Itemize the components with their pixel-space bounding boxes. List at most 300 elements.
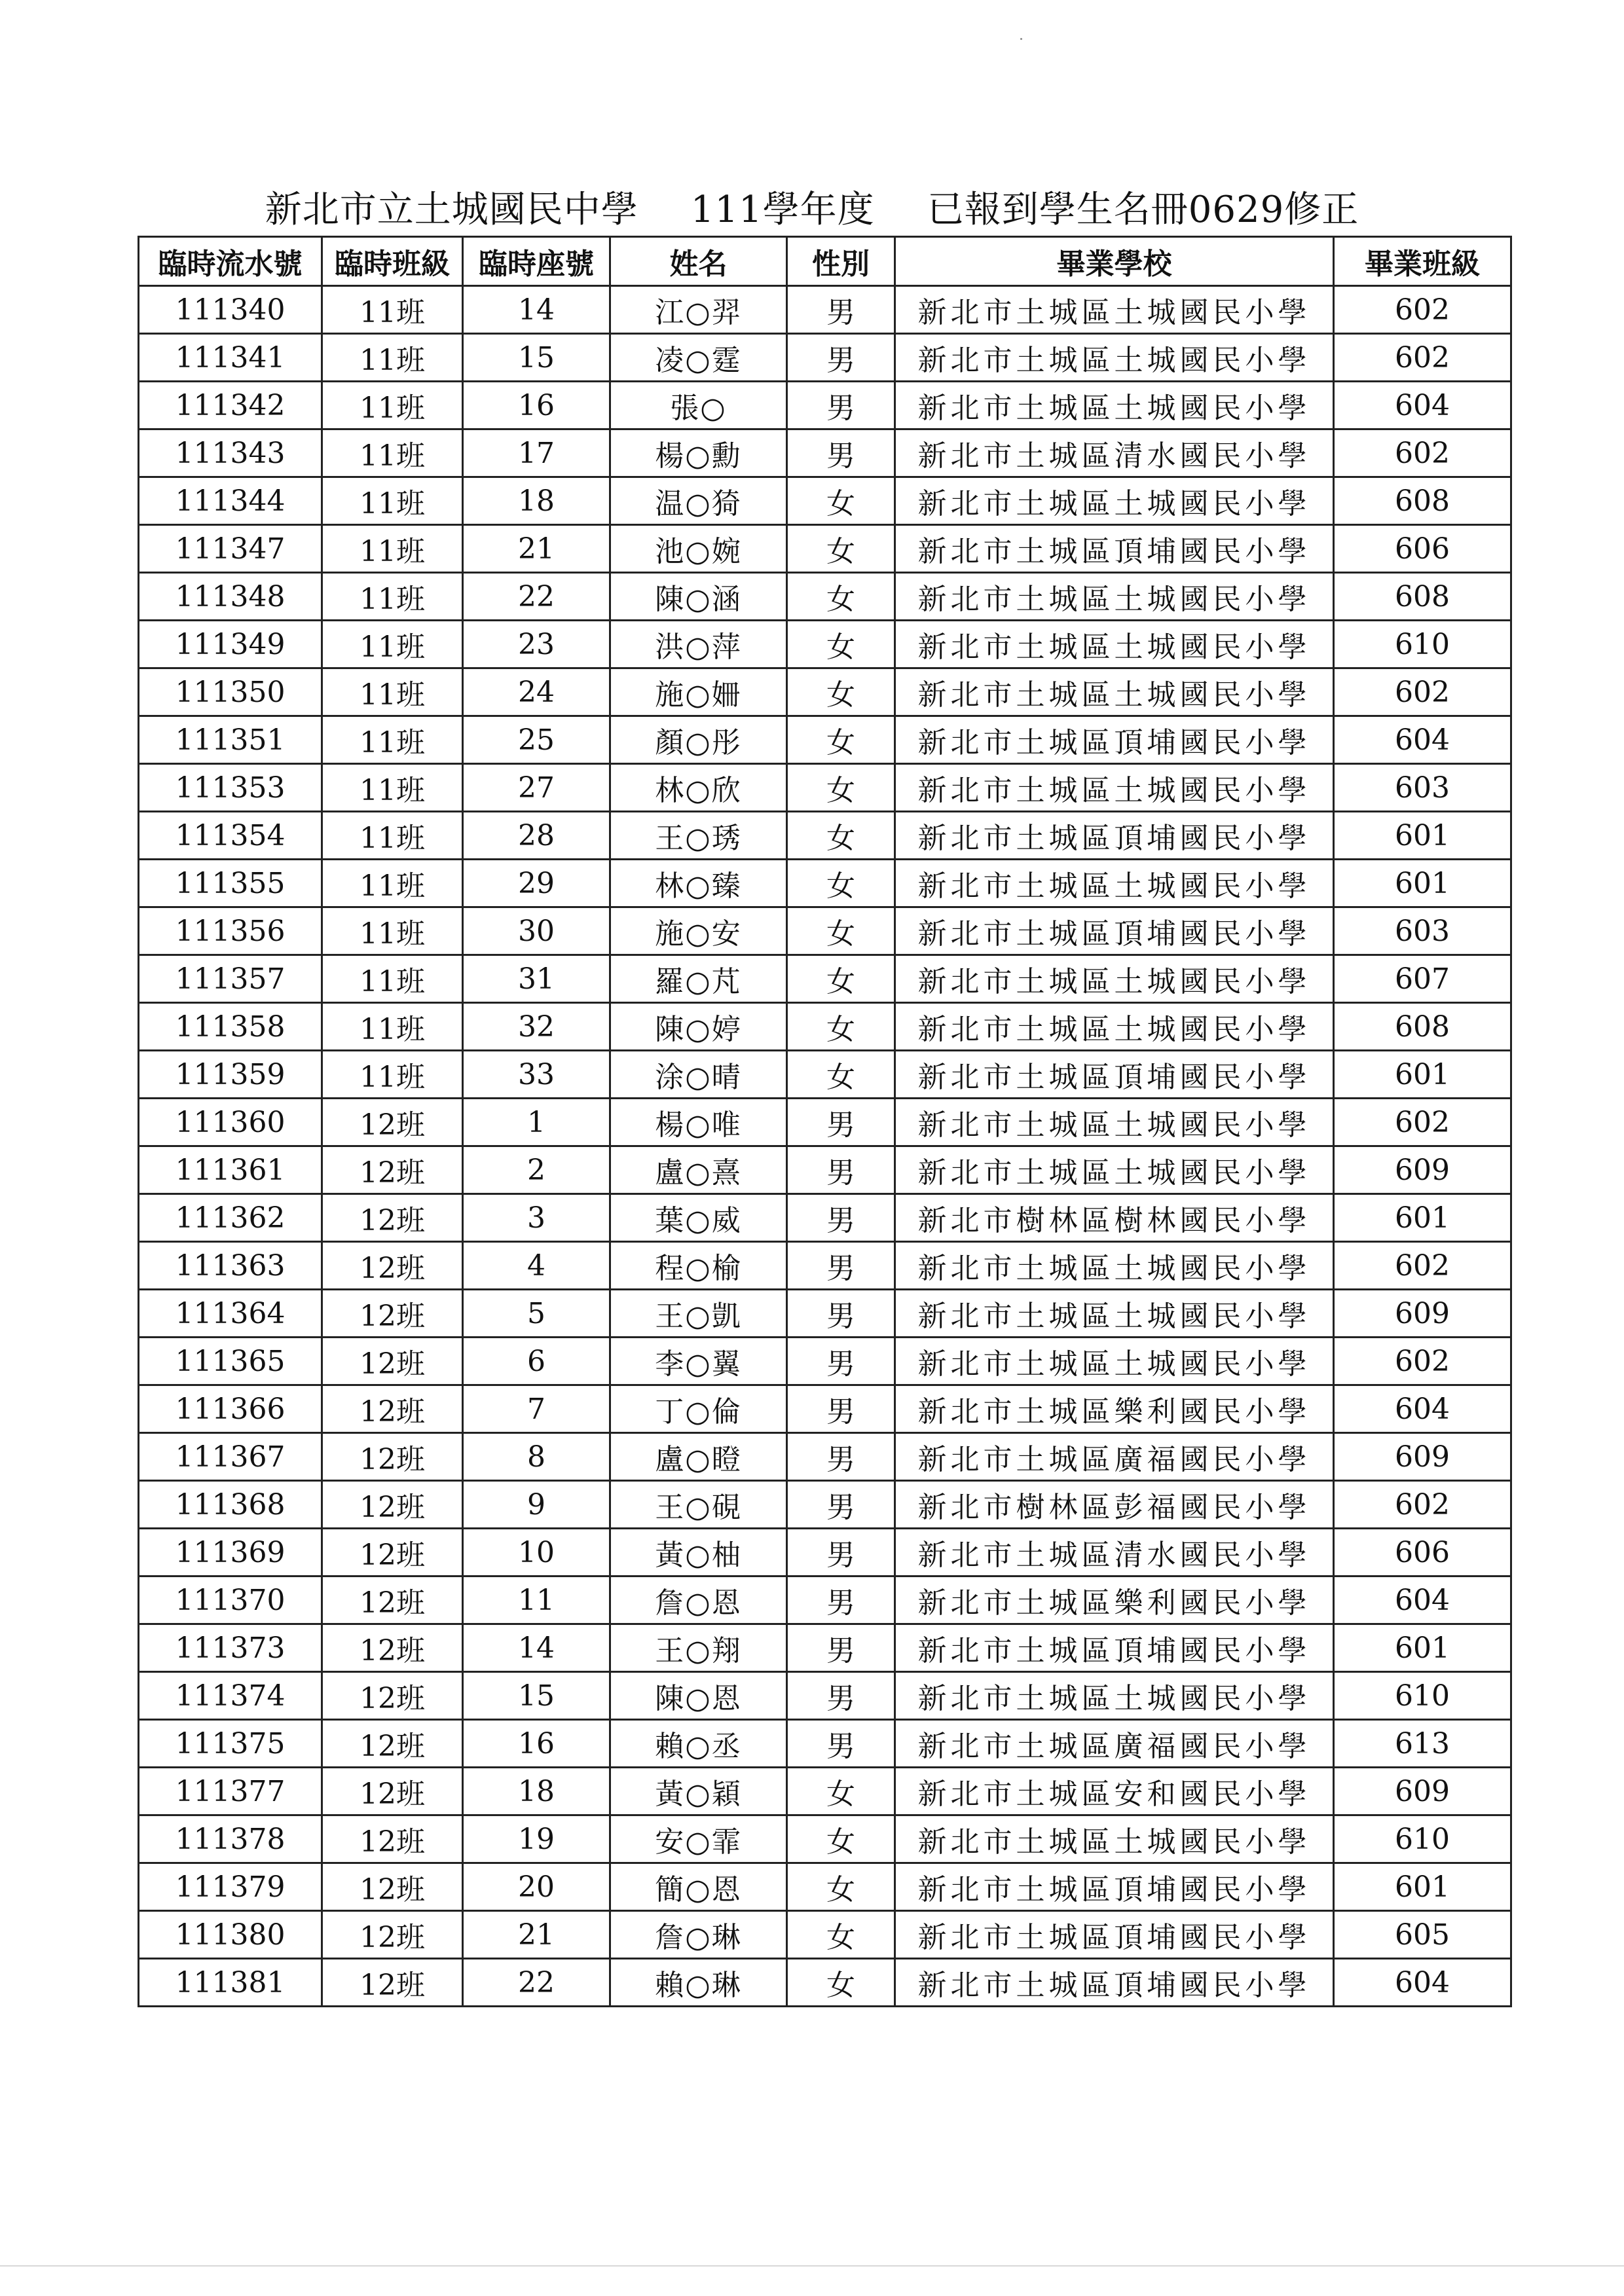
student-name-cell: 王○翔 (610, 1624, 787, 1672)
graduated-class-cell: 610 (1334, 621, 1511, 668)
graduated-class-cell: 602 (1334, 1242, 1511, 1290)
temp-class-cell: 11班 (322, 668, 463, 716)
graduated-school-cell: 新北市土城區頂埔國民小學 (895, 1624, 1334, 1672)
student-name-cell: 林○欣 (610, 764, 787, 812)
student-roster-table (138, 236, 1512, 2007)
graduated-school-cell: 新北市土城區清水國民小學 (895, 1529, 1334, 1576)
temp-class-cell: 11班 (322, 286, 463, 334)
temp-class-cell: 11班 (322, 621, 463, 668)
temp-class-cell: 11班 (322, 429, 463, 477)
table-row (139, 382, 1511, 429)
temp-class-cell: 12班 (322, 1099, 463, 1146)
gender-cell: 男 (787, 1624, 895, 1672)
graduated-class-cell: 601 (1334, 1863, 1511, 1911)
temp-class-cell: 11班 (322, 764, 463, 812)
graduated-class-cell: 609 (1334, 1146, 1511, 1194)
graduated-school-cell: 新北市土城區土城國民小學 (895, 1242, 1334, 1290)
serial-number-cell: 111378 (139, 1815, 322, 1863)
serial-number-cell: 111357 (139, 955, 322, 1003)
graduated-school-cell: 新北市土城區土城國民小學 (895, 1099, 1334, 1146)
graduated-class-cell: 601 (1334, 1194, 1511, 1242)
temp-class-cell: 12班 (322, 1815, 463, 1863)
seat-number-cell: 2 (463, 1146, 610, 1194)
graduated-class-cell: 605 (1334, 1911, 1511, 1959)
header-cell: 姓名 (610, 237, 787, 286)
serial-number-cell: 111353 (139, 764, 322, 812)
seat-number-cell: 33 (463, 1051, 610, 1099)
graduated-school-cell: 新北市土城區樂利國民小學 (895, 1385, 1334, 1433)
gender-cell: 男 (787, 382, 895, 429)
header-cell: 畢業學校 (895, 237, 1334, 286)
student-name-cell: 程○榆 (610, 1242, 787, 1290)
graduated-class-cell: 604 (1334, 1385, 1511, 1433)
table-row (139, 812, 1511, 860)
seat-number-cell: 10 (463, 1529, 610, 1576)
serial-number-cell: 111347 (139, 525, 322, 573)
header-cell: 臨時流水號 (139, 237, 322, 286)
serial-number-cell: 111343 (139, 429, 322, 477)
graduated-school-cell: 新北市土城區土城國民小學 (895, 955, 1334, 1003)
student-name-cell: 洪○萍 (610, 621, 787, 668)
serial-number-cell: 111349 (139, 621, 322, 668)
graduated-school-cell: 新北市土城區頂埔國民小學 (895, 1959, 1334, 2007)
gender-cell: 男 (787, 1290, 895, 1338)
serial-number-cell: 111381 (139, 1959, 322, 2007)
gender-cell: 女 (787, 1003, 895, 1051)
temp-class-cell: 12班 (322, 1768, 463, 1815)
serial-number-cell: 111374 (139, 1672, 322, 1720)
gender-cell: 男 (787, 1099, 895, 1146)
gender-cell: 女 (787, 1911, 895, 1959)
seat-number-cell: 15 (463, 1672, 610, 1720)
student-name-cell: 温○猗 (610, 477, 787, 525)
table-row (139, 1433, 1511, 1481)
page-title (0, 190, 1624, 230)
table-row (139, 1290, 1511, 1338)
temp-class-cell: 12班 (322, 1338, 463, 1385)
graduated-class-cell: 610 (1334, 1815, 1511, 1863)
student-name-cell: 黃○柚 (610, 1529, 787, 1576)
seat-number-cell: 11 (463, 1576, 610, 1624)
gender-cell: 女 (787, 907, 895, 955)
student-name-cell: 賴○丞 (610, 1720, 787, 1768)
table-row (139, 764, 1511, 812)
gender-cell: 女 (787, 1959, 895, 2007)
table-row (139, 716, 1511, 764)
serial-number-cell: 111364 (139, 1290, 322, 1338)
seat-number-cell: 5 (463, 1290, 610, 1338)
table-row (139, 525, 1511, 573)
graduated-school-cell: 新北市土城區土城國民小學 (895, 1672, 1334, 1720)
temp-class-cell: 12班 (322, 1194, 463, 1242)
graduated-class-cell: 602 (1334, 286, 1511, 334)
serial-number-cell: 111370 (139, 1576, 322, 1624)
table-row (139, 1385, 1511, 1433)
table-row (139, 1099, 1511, 1146)
gender-cell: 女 (787, 621, 895, 668)
table-row (139, 1768, 1511, 1815)
graduated-school-cell: 新北市土城區土城國民小學 (895, 1003, 1334, 1051)
student-name-cell: 黃○穎 (610, 1768, 787, 1815)
gender-cell: 女 (787, 716, 895, 764)
table-row (139, 429, 1511, 477)
graduated-class-cell: 601 (1334, 860, 1511, 907)
student-name-cell: 李○翼 (610, 1338, 787, 1385)
student-name-cell: 賴○琳 (610, 1959, 787, 2007)
temp-class-cell: 11班 (322, 477, 463, 525)
table-row (139, 860, 1511, 907)
gender-cell: 男 (787, 1242, 895, 1290)
temp-class-cell: 12班 (322, 1959, 463, 2007)
graduated-school-cell: 新北市土城區土城國民小學 (895, 1290, 1334, 1338)
serial-number-cell: 111373 (139, 1624, 322, 1672)
seat-number-cell: 24 (463, 668, 610, 716)
graduated-class-cell: 604 (1334, 716, 1511, 764)
graduated-class-cell: 601 (1334, 1051, 1511, 1099)
seat-number-cell: 14 (463, 286, 610, 334)
student-name-cell: 江○羿 (610, 286, 787, 334)
student-name-cell: 詹○恩 (610, 1576, 787, 1624)
seat-number-cell: 1 (463, 1099, 610, 1146)
student-name-cell: 楊○唯 (610, 1099, 787, 1146)
student-name-cell: 施○安 (610, 907, 787, 955)
gender-cell: 男 (787, 1529, 895, 1576)
seat-number-cell: 21 (463, 525, 610, 573)
temp-class-cell: 12班 (322, 1624, 463, 1672)
student-name-cell: 詹○琳 (610, 1911, 787, 1959)
roster-body (139, 286, 1511, 2007)
temp-class-cell: 12班 (322, 1385, 463, 1433)
serial-number-cell: 111380 (139, 1911, 322, 1959)
graduated-school-cell: 新北市土城區土城國民小學 (895, 1338, 1334, 1385)
table-row (139, 1338, 1511, 1385)
gender-cell: 女 (787, 668, 895, 716)
graduated-school-cell: 新北市土城區土城國民小學 (895, 860, 1334, 907)
graduated-class-cell: 609 (1334, 1433, 1511, 1481)
serial-number-cell: 111340 (139, 286, 322, 334)
student-name-cell: 凌○霆 (610, 334, 787, 382)
graduated-school-cell: 新北市土城區土城國民小學 (895, 668, 1334, 716)
graduated-school-cell: 新北市土城區頂埔國民小學 (895, 812, 1334, 860)
title-school: 新北市立土城國民中學 (265, 189, 638, 231)
serial-number-cell: 111366 (139, 1385, 322, 1433)
table-row (139, 1720, 1511, 1768)
serial-number-cell: 111362 (139, 1194, 322, 1242)
table-row (139, 477, 1511, 525)
temp-class-cell: 12班 (322, 1576, 463, 1624)
gender-cell: 女 (787, 812, 895, 860)
graduated-school-cell: 新北市土城區土城國民小學 (895, 286, 1334, 334)
gender-cell: 男 (787, 1481, 895, 1529)
graduated-school-cell: 新北市土城區安和國民小學 (895, 1768, 1334, 1815)
graduated-class-cell: 606 (1334, 525, 1511, 573)
table-row (139, 1146, 1511, 1194)
seat-number-cell: 18 (463, 477, 610, 525)
temp-class-cell: 12班 (322, 1290, 463, 1338)
graduated-school-cell: 新北市樹林區樹林國民小學 (895, 1194, 1334, 1242)
table-row (139, 334, 1511, 382)
seat-number-cell: 31 (463, 955, 610, 1003)
serial-number-cell: 111368 (139, 1481, 322, 1529)
student-name-cell: 盧○瞪 (610, 1433, 787, 1481)
seat-number-cell: 16 (463, 382, 610, 429)
table-row (139, 1863, 1511, 1911)
temp-class-cell: 11班 (322, 334, 463, 382)
table-row (139, 1051, 1511, 1099)
seat-number-cell: 8 (463, 1433, 610, 1481)
graduated-class-cell: 602 (1334, 1338, 1511, 1385)
header-cell: 臨時座號 (463, 237, 610, 286)
seat-number-cell: 17 (463, 429, 610, 477)
graduated-class-cell: 607 (1334, 955, 1511, 1003)
graduated-school-cell: 新北市土城區頂埔國民小學 (895, 525, 1334, 573)
seat-number-cell: 28 (463, 812, 610, 860)
graduated-class-cell: 604 (1334, 1959, 1511, 2007)
temp-class-cell: 11班 (322, 1003, 463, 1051)
table-row (139, 955, 1511, 1003)
student-name-cell: 林○臻 (610, 860, 787, 907)
graduated-school-cell: 新北市土城區土城國民小學 (895, 1815, 1334, 1863)
table-row (139, 621, 1511, 668)
student-name-cell: 羅○芃 (610, 955, 787, 1003)
student-name-cell: 簡○恩 (610, 1863, 787, 1911)
serial-number-cell: 111367 (139, 1433, 322, 1481)
seat-number-cell: 9 (463, 1481, 610, 1529)
gender-cell: 女 (787, 764, 895, 812)
student-name-cell: 張○ (610, 382, 787, 429)
graduated-class-cell: 602 (1334, 1099, 1511, 1146)
graduated-school-cell: 新北市土城區土城國民小學 (895, 334, 1334, 382)
gender-cell: 女 (787, 573, 895, 621)
seat-number-cell: 20 (463, 1863, 610, 1911)
graduated-school-cell: 新北市樹林區彭福國民小學 (895, 1481, 1334, 1529)
table-row (139, 1194, 1511, 1242)
graduated-class-cell: 604 (1334, 382, 1511, 429)
temp-class-cell: 11班 (322, 525, 463, 573)
gender-cell: 男 (787, 1194, 895, 1242)
serial-number-cell: 111354 (139, 812, 322, 860)
gender-cell: 女 (787, 1863, 895, 1911)
gender-cell: 女 (787, 477, 895, 525)
table-row (139, 1242, 1511, 1290)
student-name-cell: 陳○涵 (610, 573, 787, 621)
table-row (139, 286, 1511, 334)
temp-class-cell: 11班 (322, 907, 463, 955)
header-cell: 畢業班級 (1334, 237, 1511, 286)
temp-class-cell: 11班 (322, 812, 463, 860)
gender-cell: 女 (787, 1815, 895, 1863)
header-cell: 臨時班級 (322, 237, 463, 286)
serial-number-cell: 111350 (139, 668, 322, 716)
student-name-cell: 盧○熹 (610, 1146, 787, 1194)
seat-number-cell: 30 (463, 907, 610, 955)
header-row (139, 237, 1511, 286)
temp-class-cell: 12班 (322, 1720, 463, 1768)
graduated-class-cell: 602 (1334, 429, 1511, 477)
serial-number-cell: 111351 (139, 716, 322, 764)
serial-number-cell: 111369 (139, 1529, 322, 1576)
student-name-cell: 王○硯 (610, 1481, 787, 1529)
graduated-school-cell: 新北市土城區廣福國民小學 (895, 1720, 1334, 1768)
serial-number-cell: 111363 (139, 1242, 322, 1290)
graduated-class-cell: 603 (1334, 764, 1511, 812)
gender-cell: 女 (787, 1051, 895, 1099)
gender-cell: 男 (787, 1433, 895, 1481)
serial-number-cell: 111359 (139, 1051, 322, 1099)
graduated-class-cell: 606 (1334, 1529, 1511, 1576)
seat-number-cell: 22 (463, 573, 610, 621)
gender-cell: 女 (787, 860, 895, 907)
temp-class-cell: 11班 (322, 1051, 463, 1099)
student-name-cell: 楊○勳 (610, 429, 787, 477)
gender-cell: 男 (787, 1720, 895, 1768)
title-year: 111學年度 (690, 189, 875, 231)
graduated-class-cell: 609 (1334, 1768, 1511, 1815)
graduated-class-cell: 604 (1334, 1576, 1511, 1624)
table-row (139, 1481, 1511, 1529)
gender-cell: 女 (787, 1768, 895, 1815)
serial-number-cell: 111341 (139, 334, 322, 382)
table-row (139, 1576, 1511, 1624)
student-name-cell: 安○霏 (610, 1815, 787, 1863)
student-name-cell: 顏○彤 (610, 716, 787, 764)
graduated-school-cell: 新北市土城區土城國民小學 (895, 382, 1334, 429)
temp-class-cell: 12班 (322, 1863, 463, 1911)
seat-number-cell: 29 (463, 860, 610, 907)
graduated-school-cell: 新北市土城區頂埔國民小學 (895, 1051, 1334, 1099)
table-row (139, 573, 1511, 621)
student-name-cell: 王○琇 (610, 812, 787, 860)
graduated-school-cell: 新北市土城區頂埔國民小學 (895, 1911, 1334, 1959)
serial-number-cell: 111375 (139, 1720, 322, 1768)
table-row (139, 1003, 1511, 1051)
seat-number-cell: 32 (463, 1003, 610, 1051)
table-row (139, 1529, 1511, 1576)
gender-cell: 男 (787, 1672, 895, 1720)
graduated-class-cell: 609 (1334, 1290, 1511, 1338)
seat-number-cell: 23 (463, 621, 610, 668)
graduated-class-cell: 601 (1334, 1624, 1511, 1672)
table-row (139, 1624, 1511, 1672)
seat-number-cell: 18 (463, 1768, 610, 1815)
serial-number-cell: 111361 (139, 1146, 322, 1194)
student-name-cell: 涂○晴 (610, 1051, 787, 1099)
gender-cell: 男 (787, 1338, 895, 1385)
serial-number-cell: 111360 (139, 1099, 322, 1146)
gender-cell: 男 (787, 286, 895, 334)
graduated-school-cell: 新北市土城區土城國民小學 (895, 477, 1334, 525)
seat-number-cell: 27 (463, 764, 610, 812)
student-name-cell: 葉○威 (610, 1194, 787, 1242)
table-row (139, 907, 1511, 955)
student-name-cell: 陳○恩 (610, 1672, 787, 1720)
table-row (139, 668, 1511, 716)
gender-cell: 女 (787, 955, 895, 1003)
graduated-school-cell: 新北市土城區土城國民小學 (895, 1146, 1334, 1194)
graduated-class-cell: 602 (1334, 1481, 1511, 1529)
temp-class-cell: 11班 (322, 860, 463, 907)
temp-class-cell: 11班 (322, 955, 463, 1003)
header-cell: 性別 (787, 237, 895, 286)
graduated-class-cell: 608 (1334, 573, 1511, 621)
temp-class-cell: 12班 (322, 1242, 463, 1290)
table-row (139, 1815, 1511, 1863)
table-row (139, 1959, 1511, 2007)
table-row (139, 1672, 1511, 1720)
seat-number-cell: 3 (463, 1194, 610, 1242)
serial-number-cell: 111355 (139, 860, 322, 907)
temp-class-cell: 11班 (322, 573, 463, 621)
table-row (139, 1911, 1511, 1959)
seat-number-cell: 22 (463, 1959, 610, 2007)
student-name-cell: 丁○倫 (610, 1385, 787, 1433)
serial-number-cell: 111342 (139, 382, 322, 429)
graduated-school-cell: 新北市土城區頂埔國民小學 (895, 1863, 1334, 1911)
seat-number-cell: 16 (463, 1720, 610, 1768)
graduated-class-cell: 613 (1334, 1720, 1511, 1768)
gender-cell: 男 (787, 1385, 895, 1433)
gender-cell: 男 (787, 334, 895, 382)
graduated-class-cell: 603 (1334, 907, 1511, 955)
temp-class-cell: 11班 (322, 716, 463, 764)
seat-number-cell: 21 (463, 1911, 610, 1959)
serial-number-cell: 111356 (139, 907, 322, 955)
seat-number-cell: 4 (463, 1242, 610, 1290)
graduated-school-cell: 新北市土城區清水國民小學 (895, 429, 1334, 477)
graduated-school-cell: 新北市土城區頂埔國民小學 (895, 716, 1334, 764)
serial-number-cell: 111379 (139, 1863, 322, 1911)
temp-class-cell: 12班 (322, 1481, 463, 1529)
graduated-class-cell: 602 (1334, 668, 1511, 716)
graduated-school-cell: 新北市土城區土城國民小學 (895, 764, 1334, 812)
gender-cell: 女 (787, 525, 895, 573)
temp-class-cell: 11班 (322, 382, 463, 429)
seat-number-cell: 14 (463, 1624, 610, 1672)
graduated-school-cell: 新北市土城區土城國民小學 (895, 621, 1334, 668)
graduated-class-cell: 610 (1334, 1672, 1511, 1720)
gender-cell: 男 (787, 1576, 895, 1624)
student-name-cell: 王○凱 (610, 1290, 787, 1338)
student-name-cell: 池○婉 (610, 525, 787, 573)
gender-cell: 男 (787, 1146, 895, 1194)
seat-number-cell: 15 (463, 334, 610, 382)
temp-class-cell: 12班 (322, 1911, 463, 1959)
graduated-school-cell: 新北市土城區樂利國民小學 (895, 1576, 1334, 1624)
seat-number-cell: 7 (463, 1385, 610, 1433)
graduated-class-cell: 602 (1334, 334, 1511, 382)
serial-number-cell: 111358 (139, 1003, 322, 1051)
graduated-class-cell: 608 (1334, 1003, 1511, 1051)
serial-number-cell: 111377 (139, 1768, 322, 1815)
graduated-school-cell: 新北市土城區頂埔國民小學 (895, 907, 1334, 955)
temp-class-cell: 12班 (322, 1146, 463, 1194)
seat-number-cell: 19 (463, 1815, 610, 1863)
seat-number-cell: 6 (463, 1338, 610, 1385)
title-doc: 已報到學生名冊0629修正 (927, 189, 1359, 231)
serial-number-cell: 111365 (139, 1338, 322, 1385)
graduated-class-cell: 608 (1334, 477, 1511, 525)
gender-cell: 男 (787, 429, 895, 477)
scan-speck (1020, 38, 1022, 40)
student-name-cell: 陳○婷 (610, 1003, 787, 1051)
student-name-cell: 施○姍 (610, 668, 787, 716)
graduated-school-cell: 新北市土城區廣福國民小學 (895, 1433, 1334, 1481)
temp-class-cell: 12班 (322, 1529, 463, 1576)
scan-edge-line (0, 2265, 1624, 2267)
temp-class-cell: 12班 (322, 1672, 463, 1720)
graduated-school-cell: 新北市土城區土城國民小學 (895, 573, 1334, 621)
seat-number-cell: 25 (463, 716, 610, 764)
